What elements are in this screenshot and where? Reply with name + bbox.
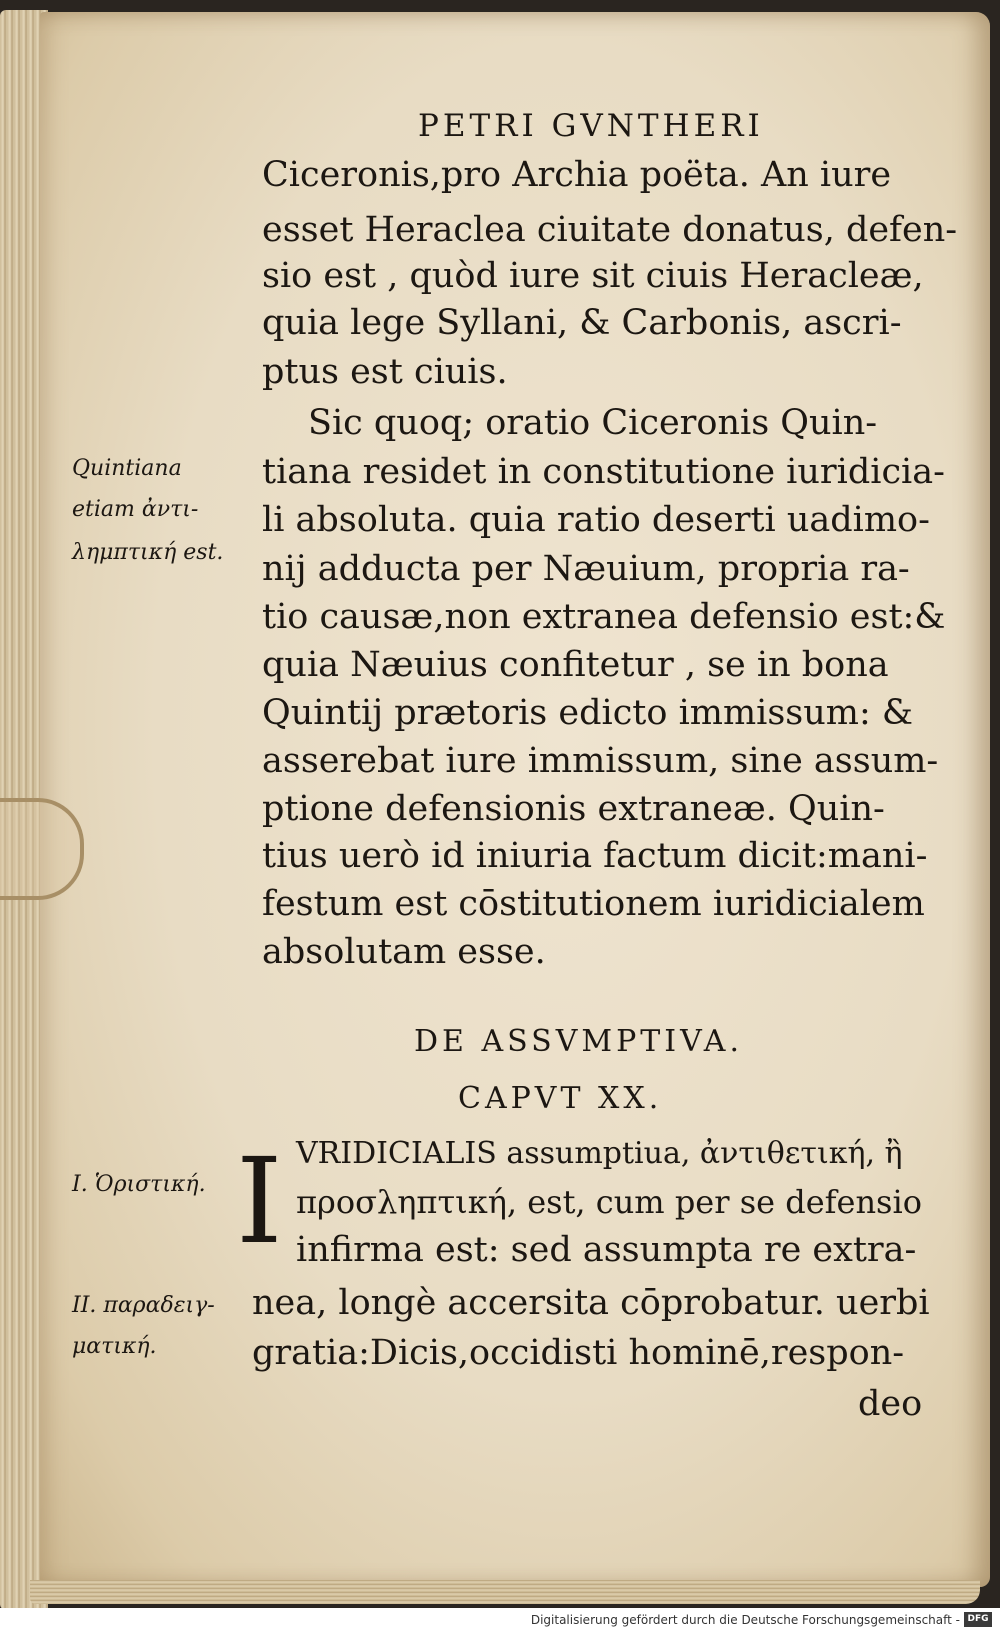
margin-note-line: ματική. bbox=[72, 1334, 157, 1359]
margin-note-line: etiam ἀντι- bbox=[72, 497, 199, 522]
body-line: VRIDICIALIS assumptiua, ἀντιθετική, ἢ bbox=[296, 1136, 903, 1171]
body-line: nij adducta per Næuium, propria ra- bbox=[262, 549, 910, 589]
margin-note-line: II. παραδειγ- bbox=[72, 1293, 215, 1318]
body-line: gratia:Dicis,occidisti hominē,respon- bbox=[252, 1333, 905, 1373]
body-line: li absoluta. quia ratio deserti uadimo- bbox=[262, 500, 930, 540]
book-clasp bbox=[0, 798, 84, 900]
body-line: tius uerò id iniuria factum dicit:mani- bbox=[262, 836, 928, 876]
margin-note-line: I. Ὁριστική. bbox=[72, 1172, 206, 1197]
dfg-logo: DFG bbox=[964, 1612, 992, 1627]
body-line: asserebat iure immissum, sine assum- bbox=[262, 741, 939, 781]
chapter-heading: CAPVT XX. bbox=[458, 1081, 663, 1116]
body-line: festum est cōstitutionem iuridicialem bbox=[262, 884, 925, 924]
body-line: quia lege Syllani, & Carbonis, ascri- bbox=[262, 303, 902, 343]
body-line: nea, longè accersita cōprobatur. uerbi bbox=[252, 1283, 930, 1323]
running-head: PETRI GVNTHERI bbox=[418, 108, 764, 144]
body-line: tiana residet in constitutione iuridicia- bbox=[262, 452, 945, 492]
body-line: sio est , quòd iure sit ciuis Heracleæ, bbox=[262, 256, 924, 296]
body-line: προσληπτική, est, cum per se defensio bbox=[296, 1183, 922, 1221]
drop-cap-initial: I bbox=[236, 1132, 283, 1270]
body-line: absolutam esse. bbox=[262, 932, 546, 972]
page-bottom-edge bbox=[30, 1580, 980, 1604]
body-line: Quintij prætoris edicto immissum: & bbox=[262, 693, 914, 733]
footer-credit-text: Digitalisierung gefördert durch die Deutsche Forschungsgemeinschaft - bbox=[530, 1613, 960, 1627]
digitization-footer bbox=[0, 1608, 1000, 1633]
body-line: ptus est ciuis. bbox=[262, 352, 508, 392]
body-line: tio causæ,non extranea defensio est:& bbox=[262, 597, 946, 637]
body-line: quia Næuius confitetur , se in bona bbox=[262, 645, 889, 685]
catchword: deo bbox=[858, 1384, 923, 1424]
margin-note-line: Quintiana bbox=[72, 456, 182, 481]
margin-note-line: λημπτική est. bbox=[72, 540, 224, 565]
body-line: ptione defensionis extraneæ. Quin- bbox=[262, 789, 885, 829]
body-line: Ciceronis,pro Archia poëta. An iure bbox=[262, 155, 892, 195]
body-line: esset Heraclea ciuitate donatus, defen- bbox=[262, 210, 958, 250]
section-heading: DE ASSVMPTIVA. bbox=[414, 1024, 743, 1059]
body-line-indented: Sic quoq; oratio Ciceronis Quin- bbox=[308, 403, 878, 443]
body-line: infirma est: sed assumpta re extra- bbox=[296, 1230, 917, 1270]
